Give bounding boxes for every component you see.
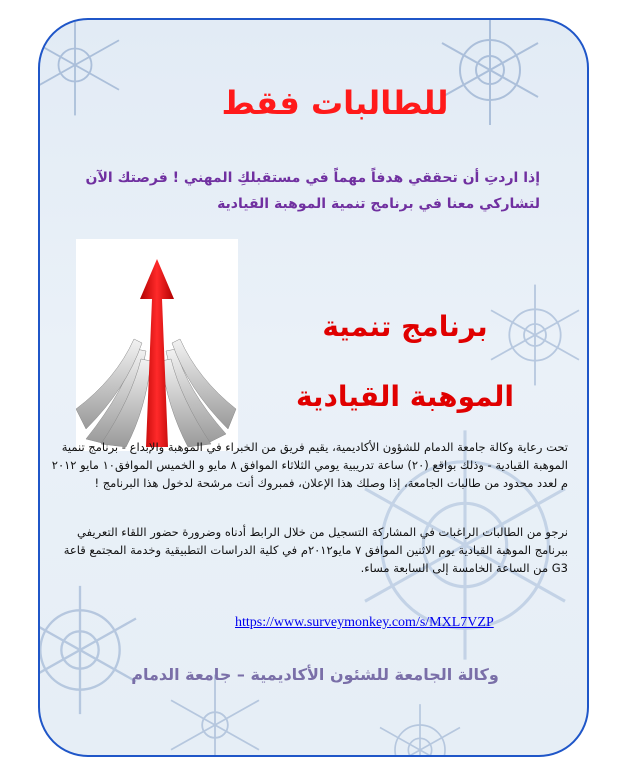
page-title: للطالبات فقط [221,84,449,122]
snowflake-icon [38,580,150,720]
footer-signature: وكالة الجامعة للشئون الأكاديمية – جامعة الدمام [131,665,499,684]
registration-instructions: نرجو من الطالبات الراغبات في المشاركة التسجيل من خلال الرابط أدناه وضرورة حضور اللقاء التعريفي ببرنامج الموهبة القيادية يوم الاثنين الموافق ٧ مايو٢٠١٢م في كلية الدراسات التطبيقية وخدمة المجتمع قاعة G3 من الساعة الخامسة إلى السابعة مساء. [63,525,568,575]
arrow-image [76,239,238,451]
program-description: تحت رعاية وكالة جامعة الدمام للشؤون الأكاديمية، يقيم فريق من الخبراء في الموهبة والإبداع - برنامج تنمية الموهبة القيادية - وذلك بواقع (٢٠) ساعة تدريبية يومي الثلاثاء الموافق ٨ مايو و الخميس الموافق١٠ مايو ٢٠١٢ م لعدد محدود من طالبات الجامعة، إذا وصلك هذا الإعلان، فمبروك أنت مرشحة لدخول هذا البرنامج ! [51,440,568,490]
intro-text: إذا اردتِ أن تحققي هدفاً مهماً في مستقبلكِ المهني ! فرصتك الآن لتشاركي معنا في برنامج تنمية الموهبة القيادية [85,170,540,212]
program-title-line2: الموهبة القيادية [295,380,515,413]
flyer-card [38,18,589,757]
program-title-line1: برنامج تنمية [322,310,488,343]
snowflake-icon [370,700,470,757]
registration-link[interactable]: https://www.surveymonkey.com/s/MXL7VZP [235,615,494,630]
red-arrow-icon [76,239,238,451]
